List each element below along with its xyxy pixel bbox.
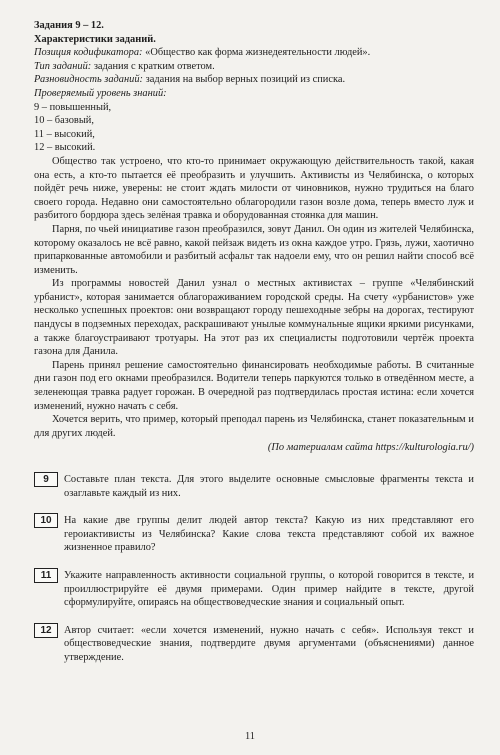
page-number: 11 [244,731,255,742]
task-text: На какие две группы делит людей автор текста? Какую из них представляют его героиактивисты из Челябинска? Какие слова текста представляют собой их важное жизненное правило? [64,515,474,554]
task-12 [34,624,474,665]
tasks-subtitle: Характеристики заданий. [34,33,156,45]
task-11 [34,569,474,610]
task-number-box: 11 [34,568,58,583]
text-paragraph: Парня, по чьей инициативе газон преобразился, зовут Данил. Он один из жителей Челябинска, которому оказалось не всё равно, какой пейзаж видеть из окна каждое утро. Грязь, лужи, хаотично припаркованные автомобили и разбитый асфальт так надоели ему, что он решил найти способ всё изменить. [34,223,474,276]
tasks-title: Задания 9 – 12. [34,20,104,31]
text-paragraph: Из программы новостей Данил узнал о местных активистах – группе «Челябинский урбанист», которая занимается облагораживанием городской среды. На счету «урбанистов» уже несколько успешных проектов: они возвращают городу пешеходные зебры на дорогах, тестируют пандусы в подземных переходах, раскрашивают унылые коммунальные ящики яркими рисунками, а также благоустраивают тротуары. На этот раз их специалисты подготовили чертёж проекта газона для Данила. [34,278,474,358]
text-paragraph: Общество так устроено, что кто-то принимает окружающую действительность такой, какая она есть, а кто-то пытается её преобразить и улучшить. Активисты из Челябинска, о которых пойдёт речь ниже, уверены: не стоит ждать милости от чиновников, нужно трудиться на благо своего города. Недавно они самостоятельно облагородили газон возле дома, теперь вместо луж и разбитого бордюра здесь зелёная травка и оборудованная стоянка для машин. [34,155,474,222]
task-number-box: 9 [34,472,58,487]
meta-label: Проверяемый уровень знаний: [34,87,167,99]
meta-value: задания с кратким ответом. [91,60,215,72]
level-item: 12 – высокий. [34,142,96,154]
task-number-box: 10 [34,513,58,528]
page-content [34,19,474,665]
task-number-box: 12 [34,623,58,638]
task-9 [34,473,474,500]
meta-variety [34,73,474,87]
task-text: Составьте план текста. Для этого выделите основные смысловые фрагменты текста и озаглавьте каждый из них. [64,474,474,499]
meta-label: Тип заданий: [34,60,92,72]
source-citation: (По материалам сайта https://kulturologia.ru/) [267,442,474,454]
level-item: 9 – повышенный, [34,101,112,113]
meta-type [34,60,474,74]
task-text: Укажите направленность активности социальной группы, о которой говорится в тексте, и проиллюстрируйте её двумя примерами. Один пример найдите в тексте, другой сформулируйте, опираясь на обществоведческие знания и социальный опыт. [64,569,474,609]
meta-label: Разновидность заданий: [34,74,144,86]
meta-level [34,87,474,101]
meta-value: задания на выбор верных позиций из списка. [143,74,346,86]
level-item: 10 – базовый, [34,115,94,127]
text-paragraph: Хочется верить, что пример, который преподал парень из Челябинска, станет показательным и для других людей. [34,414,474,439]
task-text: Автор считает: «если хочется изменений, нужно начать с себя». Используя текст и обществоведческие знания, подтвердите двумя аргументами (объяснениями) данное утверждение. [64,624,474,663]
task-10 [34,514,474,555]
meta-codifier [34,46,474,60]
meta-label: Позиция кодификатора: [34,47,143,59]
text-paragraph: Парень принял решение самостоятельно финансировать необходимые работы. В считанные дни газон под его окнами преобразился. Водители теперь паркуются только в отведённом месте, а зеленеющая травка радует горожан. В очередной раз подтвердилась простая истина: если хочется изменений, нужно начать с себя. [34,359,474,412]
meta-value: «Общество как форма жизнедеятельности людей». [142,47,371,59]
level-item: 11 – высокий, [34,128,95,140]
